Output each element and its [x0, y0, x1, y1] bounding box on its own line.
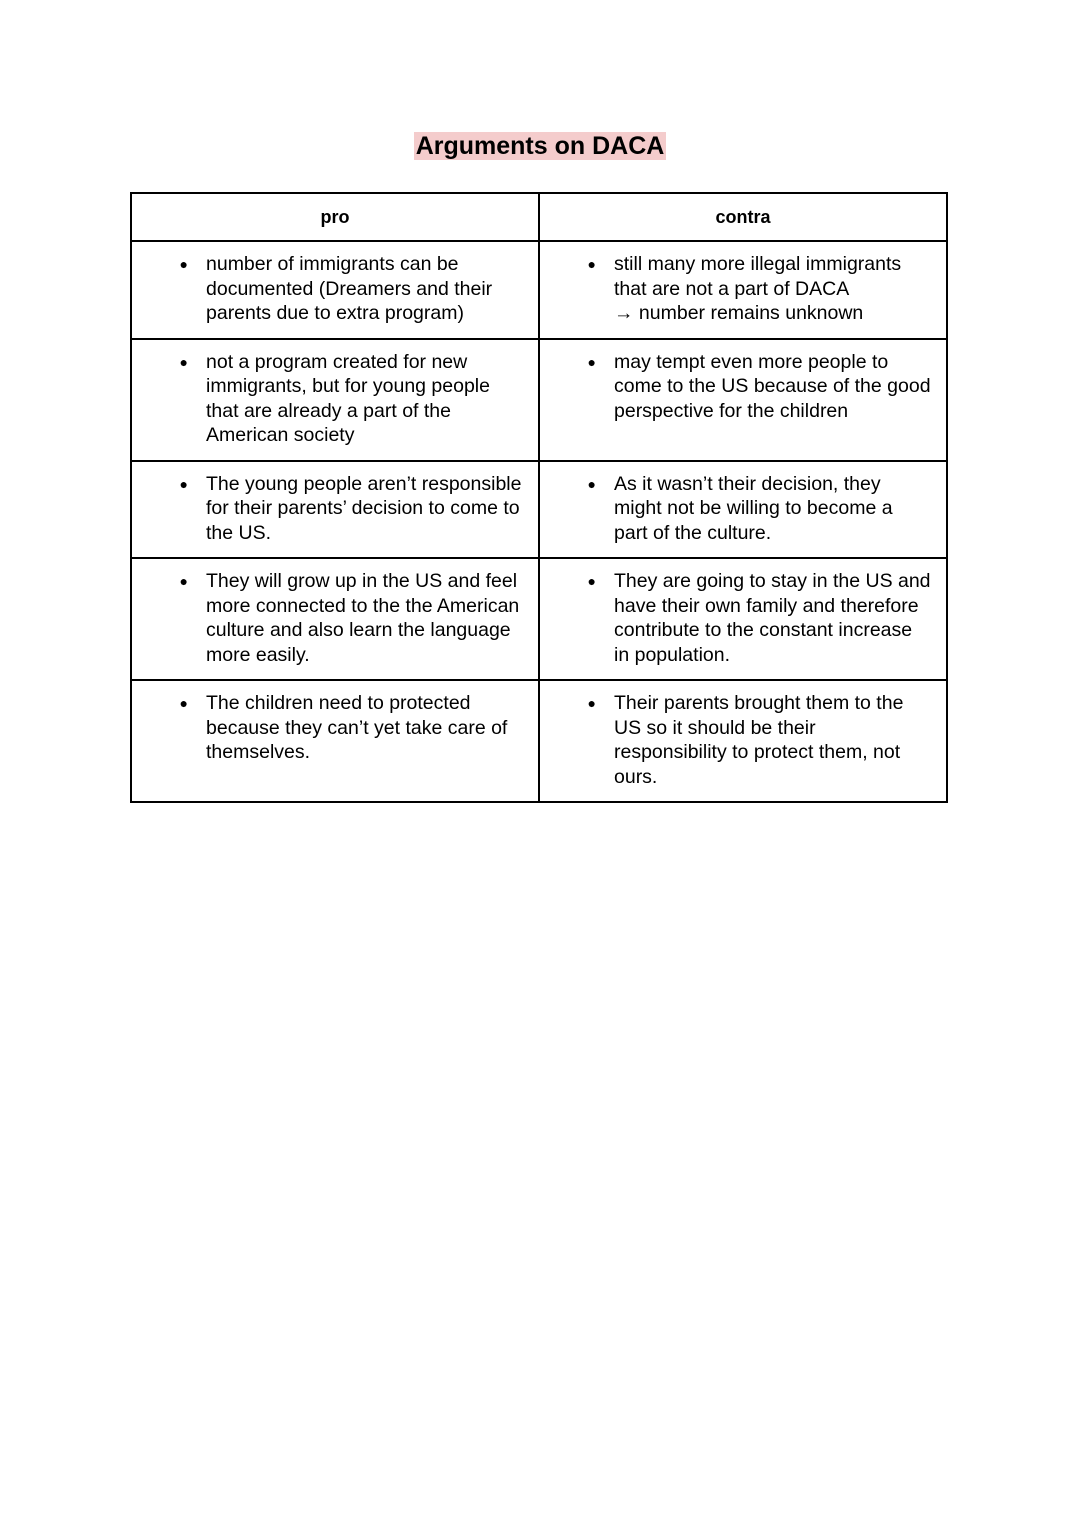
- pro-argument-text: The children need to protected because they can’t yet take care of themselves.: [206, 692, 508, 763]
- contra-argument-text: Their parents brought them to the US so it should be their responsibility to protect them, not ours.: [614, 692, 904, 788]
- pro-argument-text: They will grow up in the US and feel more connected to the the American culture and also learn the language more easily.: [206, 570, 520, 666]
- bullet-icon: ●: [587, 573, 596, 589]
- list-item: [548, 569, 938, 667]
- list-item: [140, 472, 530, 546]
- pro-cell: [131, 241, 539, 339]
- pro-cell: [131, 339, 539, 461]
- header-contra: contra: [539, 193, 947, 241]
- pro-argument-text: not a program created for new immigrants, but for young people that are already a part of the American society: [206, 350, 490, 446]
- contra-cell: [539, 680, 947, 802]
- contra-argument-text: They are going to stay in the US and have their own family and therefore contribute to the constant increase in population.: [614, 570, 931, 666]
- contra-argument-text: may tempt even more people to come to the US because of the good perspective for the children: [614, 350, 931, 422]
- arguments-table: [130, 192, 948, 803]
- pro-argument-text: The young people aren’t responsible for their parents’ decision to come to the US.: [206, 472, 522, 544]
- list-item: [140, 350, 530, 448]
- table-row: [131, 339, 947, 461]
- table-row: [131, 241, 947, 339]
- list-item: [548, 472, 938, 546]
- contra-argument-text: still many more illegal immigrants that are not a part of DACA → number remains unknown: [614, 253, 902, 324]
- table-row: [131, 461, 947, 559]
- header-pro: pro: [131, 193, 539, 241]
- contra-cell: [539, 558, 947, 680]
- pro-argument-text: number of immigrants can be documented (Dreamers and their parents due to extra program): [206, 253, 493, 324]
- pro-cell: [131, 461, 539, 559]
- list-item: [548, 350, 938, 424]
- pro-cell: [131, 558, 539, 680]
- contra-argument-text: As it wasn’t their decision, they might not be willing to become a part of the culture.: [614, 472, 893, 544]
- list-item: [140, 569, 530, 667]
- table-row: [131, 680, 947, 802]
- table-header-row: [131, 193, 947, 241]
- contra-cell: [539, 339, 947, 461]
- bullet-icon: ●: [179, 256, 188, 272]
- bullet-icon: ●: [587, 256, 596, 272]
- bullet-icon: ●: [587, 475, 596, 492]
- list-item: [140, 691, 530, 765]
- bullet-icon: ●: [179, 695, 188, 711]
- page-title: [0, 130, 1080, 162]
- list-item: [548, 252, 938, 326]
- pro-cell: [131, 680, 539, 802]
- list-item: [548, 691, 938, 789]
- bullet-icon: ●: [587, 353, 596, 370]
- bullet-icon: ●: [587, 695, 596, 711]
- contra-cell: [539, 461, 947, 559]
- bullet-icon: ●: [179, 475, 188, 492]
- list-item: [140, 252, 530, 326]
- bullet-icon: ●: [179, 353, 188, 370]
- table-row: [131, 558, 947, 680]
- bullet-icon: ●: [179, 573, 188, 589]
- page-title-text: Arguments on DACA: [415, 132, 665, 160]
- contra-cell: [539, 241, 947, 339]
